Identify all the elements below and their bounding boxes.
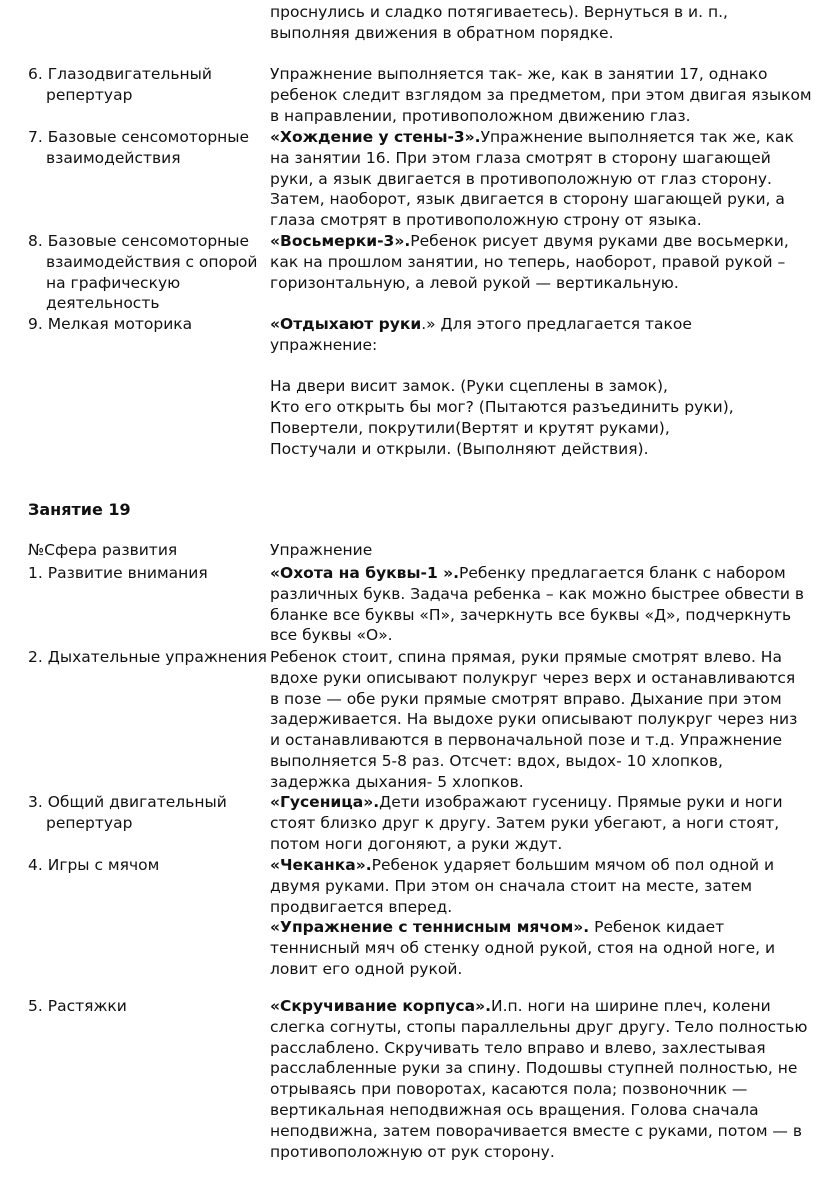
text-line: в направлении, противоположном движению глаз.	[270, 106, 691, 125]
area-cell	[28, 996, 258, 1017]
exercise-title: «Гусеница».	[270, 793, 380, 811]
area-label: Общий двигательный	[47, 793, 227, 811]
text-line: руки, а язык двигается в противоположную от глаз сторону.	[270, 169, 772, 188]
text-line: продвигается вперед.	[270, 897, 453, 916]
text-line: потом ноги догоняют, а руки ждут.	[270, 834, 563, 853]
area-cell	[28, 314, 258, 335]
area-cell	[28, 855, 258, 876]
text-fragment: .» Для этого предлагается такое	[421, 315, 692, 333]
area-label: Игры с мячом	[47, 856, 160, 874]
area-cell	[28, 647, 268, 668]
text-line: различных букв. Задача ребенка – как можно быстрее обвести в	[270, 584, 804, 603]
text-line: расслаблено. Скручивать тело вправо и влево, захлестывая	[270, 1038, 766, 1057]
section-heading: Занятие 19	[28, 500, 131, 519]
area-label: репертуар	[46, 813, 133, 832]
text-line: Ребенок стоит, спина прямая, руки прямые смотрят влево. На	[270, 648, 782, 666]
text-line: ловит его одной рукой.	[270, 959, 463, 978]
text-line: и останавливаются в первоначальной позе и т.д. Упражнение	[270, 731, 783, 750]
text-line: ребенок следит взглядом за предметом, при этом двигая языком	[270, 85, 812, 104]
row-number: 6.	[28, 65, 43, 83]
text-line: На двери висит замок. (Руки сцеплены в замок),	[270, 377, 668, 396]
text-line: на занятии 16. При этом глаза смотрят в сторону шагающей	[270, 148, 771, 167]
text-fragment: Ребенок кидает	[589, 918, 725, 937]
exercise-cell	[270, 855, 790, 980]
area-label: взаимодействия с опорой	[46, 252, 258, 271]
exercise-cell	[270, 647, 798, 793]
exercise-cell	[270, 231, 790, 293]
text-line: все буквы «О».	[270, 626, 393, 645]
area-label: Базовые сенсомоторные	[47, 232, 250, 250]
text-line: двумя руками. При этом он сначала стоит на месте, затем	[270, 876, 753, 895]
text-line: отрываясь при поворотах, касаются пола; позвоночник —	[270, 1080, 748, 1099]
text-fragment: Ребенку предлагается бланк с набором	[459, 564, 786, 582]
exercise-title: «Восьмерки-3».	[270, 232, 411, 250]
exercise-cell	[270, 64, 812, 126]
text-fragment: Ребенок рисует двумя руками две восьмерки,	[410, 232, 789, 250]
text-fragment: И.п. ноги на ширине плеч, колени	[490, 997, 771, 1015]
text-line: бланке все буквы «П», зачеркнуть все буквы «Д», подчеркнуть	[270, 605, 792, 624]
area-cell	[28, 563, 258, 584]
text-line: противоположную от рук сторону.	[270, 1142, 555, 1161]
row-number: 7.	[28, 128, 43, 146]
text-line: задерживается. На выдохе руки описывают полукруг через низ	[270, 710, 798, 729]
text-fragment: Дети изображают гусеницу. Прямые руки и ноги	[379, 793, 783, 811]
header-exercise: Упражнение	[270, 541, 373, 559]
area-label: деятельность	[46, 294, 160, 313]
text-fragment: Ребенок ударяет большим мячом об пол одной и	[371, 856, 775, 874]
area-label: Глазодвигательный	[47, 65, 212, 83]
text-line: неподвижна, затем поворачивается вместе с руками, потом — в	[270, 1121, 802, 1140]
area-label: Базовые сенсомоторные	[47, 128, 250, 146]
row-number: 3.	[28, 793, 43, 811]
area-label: Растяжки	[47, 997, 127, 1015]
text-line: вертикальная неподвижная ось вращения. Голова сначала	[270, 1100, 759, 1119]
text-line: слегка согнуты, стопы параллельны друг другу. Тело полностью	[270, 1017, 808, 1036]
text-line: Затем, наоборот, язык двигается в сторону шагающей руки, а	[270, 190, 785, 209]
text-line: Повертели, покрутили(Вертят и крутят руками),	[270, 418, 670, 437]
exercise-title: «Скручивание корпуса».	[270, 997, 491, 1015]
text-line: Постучали и открыли. (Выполняют действия).	[270, 439, 649, 458]
area-label: Мелкая моторика	[47, 315, 193, 333]
exercise-title: «Упражнение с теннисным мячом».	[270, 918, 590, 937]
text-line: Кто его открыть бы мог? (Пытаются разъединить руки),	[270, 398, 734, 417]
text-line: теннисный мяч об стенку одной рукой, стоя на одной ноге, и	[270, 939, 776, 958]
text-fragment: Упражнение выполняется так же, как	[480, 128, 794, 146]
exercise-cell	[270, 127, 794, 231]
exercise-cell	[270, 996, 808, 1162]
text-line: проснулись и сладко потягиваетесь). Вернуться в и. п.,	[270, 3, 728, 21]
row-number: 2.	[28, 648, 43, 666]
row-number: 5.	[28, 997, 43, 1015]
text-line: как на прошлом занятии, но теперь, наоборот, правой рукой –	[270, 252, 786, 271]
area-label: Развитие внимания	[47, 564, 208, 582]
text-line: горизонтальную, а левой рукой — вертикальную.	[270, 273, 679, 292]
text-line: Упражнение выполняется так- же, как в занятии 17, однако	[270, 65, 768, 83]
text-line: упражнение:	[270, 335, 378, 354]
exercise-title: «Хождение у стены-3».	[270, 128, 481, 146]
continuation-text	[270, 2, 790, 44]
area-label: Дыхательные упражнения	[47, 648, 268, 666]
row-number: 8.	[28, 232, 43, 250]
text-line: задержка дыхания- 5 хлопков.	[270, 772, 524, 791]
row-number: 9.	[28, 315, 43, 333]
text-line: глаза смотрят в противоположную строну от языка.	[270, 211, 702, 230]
area-cell	[28, 64, 258, 106]
text-line: вдохе руки описывают полукруг через верх и останавливаются	[270, 668, 796, 687]
exercise-cell	[270, 563, 804, 646]
text-line	[270, 356, 790, 377]
text-line: расслабленные руки за спину. Подошвы ступней полностью, не	[270, 1059, 798, 1078]
row-number: 4.	[28, 856, 43, 874]
exercise-cell	[270, 792, 790, 854]
exercise-title: «Отдыхают руки	[270, 315, 422, 333]
area-cell	[28, 231, 258, 314]
area-cell	[28, 792, 258, 834]
area-label: взаимодействия	[46, 148, 181, 167]
text-line: в позе — обе руки прямые смотрят вправо. Дыхание при этом	[270, 689, 782, 708]
area-label: на графическую	[46, 273, 181, 292]
exercise-title: «Охота на буквы-1 ».	[270, 564, 460, 582]
area-label: репертуар	[46, 85, 133, 104]
text-line: выполняется 5-8 раз. Отсчет: вдох, выдох- 10 хлопков,	[270, 751, 723, 770]
header-area: №Сфера развития	[28, 541, 178, 559]
exercise-title: «Чеканка».	[270, 856, 372, 874]
text-line: выполняя движения в обратном порядке.	[270, 23, 614, 42]
exercise-cell	[270, 314, 790, 460]
text-line: стоят близко друг к другу. Затем руки убегают, а ноги стоят,	[270, 813, 780, 832]
row-number: 1.	[28, 564, 43, 582]
area-cell	[28, 127, 258, 169]
